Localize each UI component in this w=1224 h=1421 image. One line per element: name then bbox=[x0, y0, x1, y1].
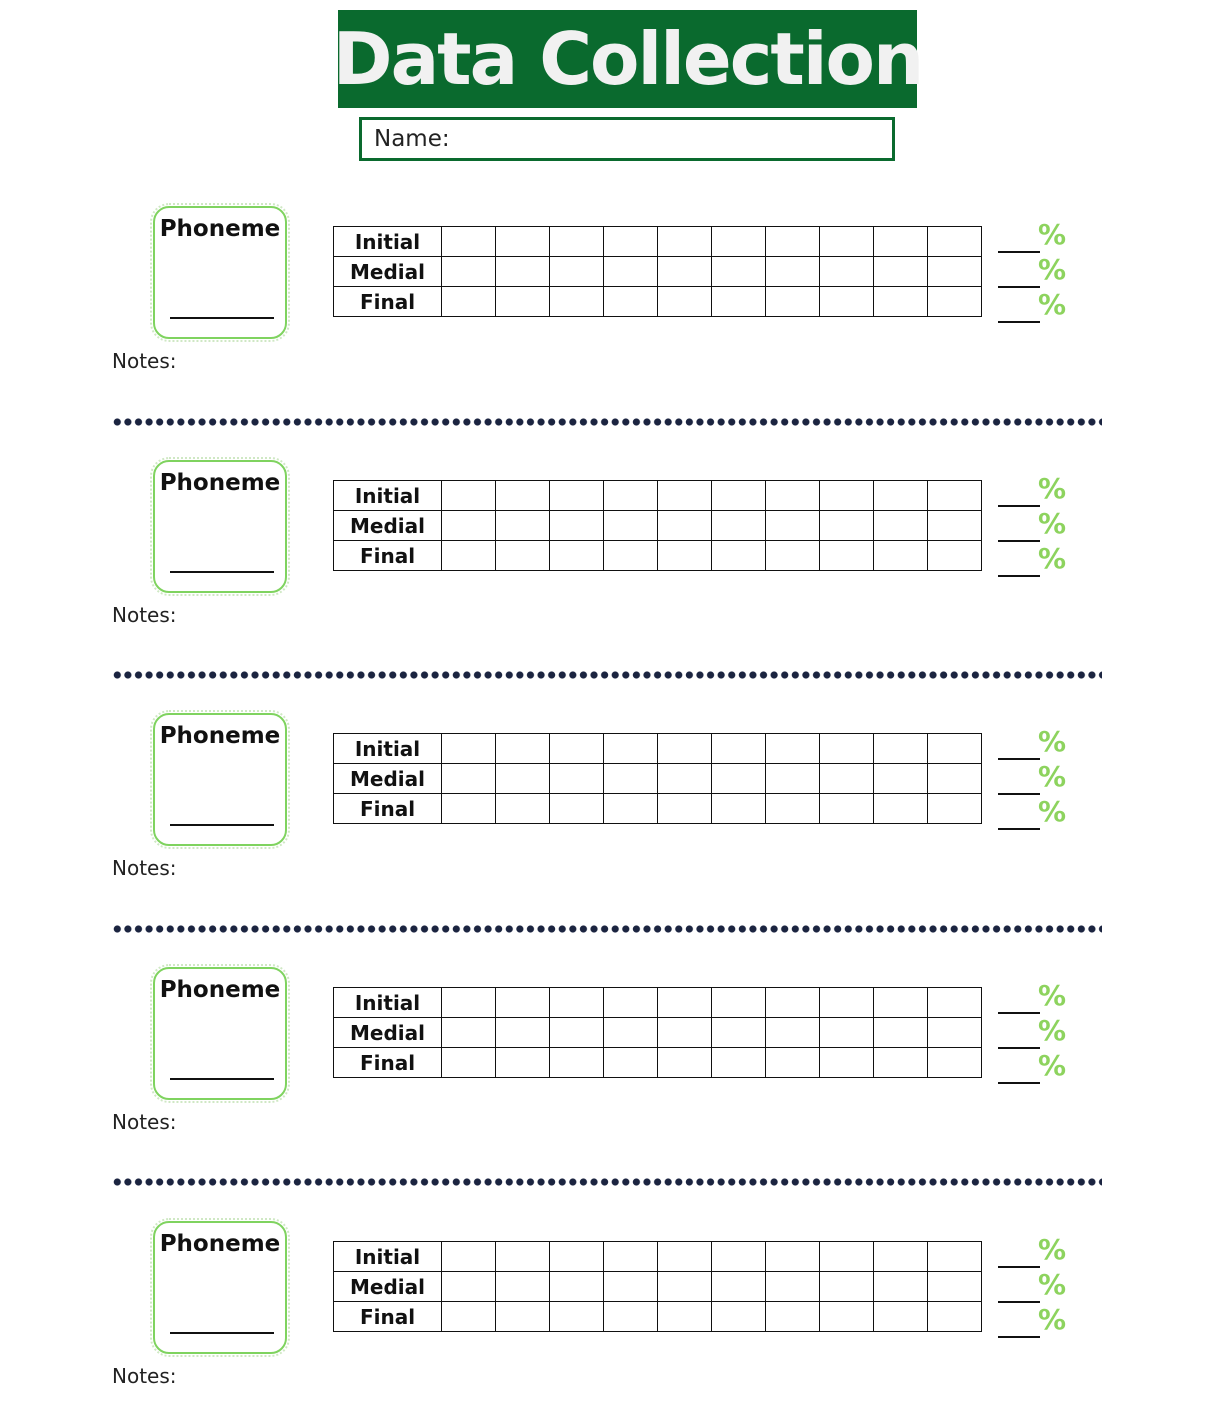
trial-cell[interactable] bbox=[928, 541, 982, 571]
trial-cell[interactable] bbox=[658, 1272, 712, 1302]
trial-cell[interactable] bbox=[766, 1242, 820, 1272]
position-label: Initial bbox=[334, 481, 442, 511]
percent-entry[interactable] bbox=[998, 1305, 1068, 1340]
trial-cell[interactable] bbox=[550, 257, 604, 287]
phoneme-section bbox=[0, 967, 1224, 1167]
trial-cell[interactable] bbox=[496, 1302, 550, 1332]
trial-cell[interactable] bbox=[712, 257, 766, 287]
trial-cell[interactable] bbox=[766, 1272, 820, 1302]
trial-cell[interactable] bbox=[874, 287, 928, 317]
phoneme-label: Phoneme bbox=[159, 216, 281, 242]
trial-cell[interactable] bbox=[658, 764, 712, 794]
trial-cell[interactable] bbox=[496, 287, 550, 317]
percent-blank[interactable] bbox=[998, 793, 1040, 795]
trial-cell[interactable] bbox=[550, 481, 604, 511]
position-label: Final bbox=[334, 287, 442, 317]
trial-cell[interactable] bbox=[550, 541, 604, 571]
trial-cell[interactable] bbox=[658, 734, 712, 764]
trial-cell[interactable] bbox=[928, 764, 982, 794]
trial-cell[interactable] bbox=[658, 1048, 712, 1078]
trial-cell[interactable] bbox=[874, 1272, 928, 1302]
phoneme-write-line[interactable] bbox=[170, 824, 274, 826]
trial-cell[interactable] bbox=[496, 1048, 550, 1078]
trial-cell[interactable] bbox=[442, 541, 496, 571]
trial-cell[interactable] bbox=[766, 764, 820, 794]
grid-row-final bbox=[334, 794, 982, 824]
percent-blank[interactable] bbox=[998, 505, 1040, 507]
trial-cell[interactable] bbox=[874, 1018, 928, 1048]
trial-cell[interactable] bbox=[928, 257, 982, 287]
grid-row-medial bbox=[334, 257, 982, 287]
trial-cell[interactable] bbox=[928, 734, 982, 764]
trial-cell[interactable] bbox=[712, 511, 766, 541]
trial-cell[interactable] bbox=[550, 1018, 604, 1048]
name-field[interactable] bbox=[359, 117, 895, 161]
trial-cell[interactable] bbox=[442, 481, 496, 511]
trial-cell[interactable] bbox=[820, 227, 874, 257]
phoneme-label: Phoneme bbox=[159, 470, 281, 496]
trial-cell[interactable] bbox=[820, 257, 874, 287]
grid-row-initial bbox=[334, 988, 982, 1018]
percent-sign: % bbox=[1038, 795, 1067, 828]
trial-cell[interactable] bbox=[874, 481, 928, 511]
percent-sign: % bbox=[1038, 253, 1067, 286]
trial-cell[interactable] bbox=[712, 287, 766, 317]
position-label: Medial bbox=[334, 1272, 442, 1302]
dotted-divider bbox=[112, 924, 1102, 934]
trial-cell[interactable] bbox=[604, 1242, 658, 1272]
position-label: Final bbox=[334, 1048, 442, 1078]
trial-cell[interactable] bbox=[442, 1272, 496, 1302]
percent-entry[interactable] bbox=[998, 290, 1068, 325]
trial-cell[interactable] bbox=[820, 734, 874, 764]
trial-cell[interactable] bbox=[604, 541, 658, 571]
percent-sign: % bbox=[1038, 1303, 1067, 1336]
phoneme-section bbox=[0, 460, 1224, 660]
grid-row-medial bbox=[334, 764, 982, 794]
grid-row-initial bbox=[334, 1242, 982, 1272]
position-label: Medial bbox=[334, 257, 442, 287]
percent-sign: % bbox=[1038, 1268, 1067, 1301]
notes-label: Notes: bbox=[112, 1110, 177, 1134]
trial-cell[interactable] bbox=[550, 1242, 604, 1272]
trial-cell[interactable] bbox=[766, 287, 820, 317]
phoneme-section bbox=[0, 713, 1224, 913]
phoneme-write-line[interactable] bbox=[170, 317, 274, 319]
phoneme-label: Phoneme bbox=[159, 1231, 281, 1257]
trial-cell[interactable] bbox=[496, 481, 550, 511]
trial-cell[interactable] bbox=[820, 794, 874, 824]
position-label: Final bbox=[334, 794, 442, 824]
percent-sign: % bbox=[1038, 507, 1067, 540]
phoneme-label: Phoneme bbox=[159, 723, 281, 749]
trial-cell[interactable] bbox=[820, 1302, 874, 1332]
trial-cell[interactable] bbox=[874, 257, 928, 287]
trial-grid bbox=[333, 480, 982, 571]
trial-cell[interactable] bbox=[712, 988, 766, 1018]
percent-entry[interactable] bbox=[998, 797, 1068, 832]
percent-blank[interactable] bbox=[998, 758, 1040, 760]
percent-sign: % bbox=[1038, 760, 1067, 793]
trial-cell[interactable] bbox=[550, 227, 604, 257]
trial-grid bbox=[333, 733, 982, 824]
trial-cell[interactable] bbox=[712, 734, 766, 764]
trial-cell[interactable] bbox=[496, 227, 550, 257]
percent-blank[interactable] bbox=[998, 286, 1040, 288]
grid-row-medial bbox=[334, 1272, 982, 1302]
trial-cell[interactable] bbox=[604, 764, 658, 794]
grid-row-initial bbox=[334, 734, 982, 764]
trial-cell[interactable] bbox=[928, 1272, 982, 1302]
trial-cell[interactable] bbox=[874, 988, 928, 1018]
dotted-divider bbox=[112, 670, 1102, 680]
percent-blank[interactable] bbox=[998, 575, 1040, 577]
trial-cell[interactable] bbox=[820, 1018, 874, 1048]
trial-cell[interactable] bbox=[766, 257, 820, 287]
percent-entry[interactable] bbox=[998, 981, 1068, 1016]
percent-entry[interactable] bbox=[998, 1051, 1068, 1086]
trial-cell[interactable] bbox=[550, 988, 604, 1018]
grid-row-medial bbox=[334, 511, 982, 541]
trial-cell[interactable] bbox=[820, 287, 874, 317]
trial-cell[interactable] bbox=[442, 988, 496, 1018]
percent-blank[interactable] bbox=[998, 1266, 1040, 1268]
percent-column bbox=[998, 981, 1068, 1086]
notes-label: Notes: bbox=[112, 1364, 177, 1388]
trial-cell[interactable] bbox=[442, 1302, 496, 1332]
trial-cell[interactable] bbox=[766, 227, 820, 257]
percent-blank[interactable] bbox=[998, 540, 1040, 542]
trial-cell[interactable] bbox=[604, 287, 658, 317]
phoneme-box[interactable] bbox=[153, 967, 287, 1100]
trial-cell[interactable] bbox=[658, 988, 712, 1018]
trial-cell[interactable] bbox=[442, 511, 496, 541]
trial-cell[interactable] bbox=[604, 511, 658, 541]
trial-cell[interactable] bbox=[766, 794, 820, 824]
trial-cell[interactable] bbox=[658, 511, 712, 541]
trial-cell[interactable] bbox=[496, 734, 550, 764]
phoneme-label: Phoneme bbox=[159, 977, 281, 1003]
title-banner bbox=[332, 10, 923, 108]
trial-cell[interactable] bbox=[766, 511, 820, 541]
trial-cell[interactable] bbox=[442, 1242, 496, 1272]
trial-cell[interactable] bbox=[550, 287, 604, 317]
trial-cell[interactable] bbox=[658, 481, 712, 511]
trial-cell[interactable] bbox=[496, 541, 550, 571]
trial-cell[interactable] bbox=[766, 1048, 820, 1078]
trial-cell[interactable] bbox=[550, 1272, 604, 1302]
grid-row-initial bbox=[334, 227, 982, 257]
position-label: Initial bbox=[334, 734, 442, 764]
trial-cell[interactable] bbox=[928, 287, 982, 317]
position-label: Final bbox=[334, 541, 442, 571]
trial-cell[interactable] bbox=[928, 481, 982, 511]
percent-sign: % bbox=[1038, 1014, 1067, 1047]
trial-cell[interactable] bbox=[766, 1018, 820, 1048]
trial-cell[interactable] bbox=[442, 1048, 496, 1078]
percent-sign: % bbox=[1038, 1233, 1067, 1266]
position-label: Final bbox=[334, 1302, 442, 1332]
trial-cell[interactable] bbox=[712, 1242, 766, 1272]
dotted-divider bbox=[112, 1177, 1102, 1187]
position-label: Initial bbox=[334, 1242, 442, 1272]
percent-column bbox=[998, 727, 1068, 832]
trial-cell[interactable] bbox=[658, 257, 712, 287]
position-label: Medial bbox=[334, 511, 442, 541]
trial-cell[interactable] bbox=[658, 794, 712, 824]
phoneme-section bbox=[0, 1221, 1224, 1421]
trial-cell[interactable] bbox=[874, 1048, 928, 1078]
trial-cell[interactable] bbox=[442, 734, 496, 764]
position-label: Initial bbox=[334, 227, 442, 257]
trial-cell[interactable] bbox=[820, 764, 874, 794]
percent-sign: % bbox=[1038, 472, 1067, 505]
trial-cell[interactable] bbox=[604, 1272, 658, 1302]
trial-cell[interactable] bbox=[874, 734, 928, 764]
trial-cell[interactable] bbox=[712, 481, 766, 511]
percent-blank[interactable] bbox=[998, 828, 1040, 830]
trial-cell[interactable] bbox=[766, 1302, 820, 1332]
trial-cell[interactable] bbox=[604, 1302, 658, 1332]
percent-blank[interactable] bbox=[998, 1047, 1040, 1049]
percent-entry[interactable] bbox=[998, 1016, 1068, 1051]
trial-cell[interactable] bbox=[712, 1302, 766, 1332]
trial-cell[interactable] bbox=[442, 227, 496, 257]
trial-cell[interactable] bbox=[604, 1018, 658, 1048]
dotted-divider bbox=[112, 417, 1102, 427]
trial-cell[interactable] bbox=[766, 734, 820, 764]
trial-cell[interactable] bbox=[874, 764, 928, 794]
trial-cell[interactable] bbox=[820, 1242, 874, 1272]
trial-cell[interactable] bbox=[496, 257, 550, 287]
page-title: Data Collection bbox=[332, 17, 923, 101]
position-label: Medial bbox=[334, 764, 442, 794]
trial-grid bbox=[333, 1241, 982, 1332]
trial-cell[interactable] bbox=[766, 988, 820, 1018]
trial-cell[interactable] bbox=[928, 1242, 982, 1272]
phoneme-write-line[interactable] bbox=[170, 571, 274, 573]
percent-blank[interactable] bbox=[998, 321, 1040, 323]
percent-blank[interactable] bbox=[998, 251, 1040, 253]
percent-entry[interactable] bbox=[998, 544, 1068, 579]
trial-cell[interactable] bbox=[604, 257, 658, 287]
trial-cell[interactable] bbox=[820, 541, 874, 571]
phoneme-write-line[interactable] bbox=[170, 1078, 274, 1080]
grid-row-final bbox=[334, 1048, 982, 1078]
trial-cell[interactable] bbox=[442, 1018, 496, 1048]
trial-cell[interactable] bbox=[712, 764, 766, 794]
trial-cell[interactable] bbox=[712, 1048, 766, 1078]
position-label: Initial bbox=[334, 988, 442, 1018]
percent-entry[interactable] bbox=[998, 762, 1068, 797]
percent-blank[interactable] bbox=[998, 1336, 1040, 1338]
trial-cell[interactable] bbox=[658, 1018, 712, 1048]
percent-entry[interactable] bbox=[998, 1270, 1068, 1305]
trial-cell[interactable] bbox=[820, 1048, 874, 1078]
trial-cell[interactable] bbox=[874, 1302, 928, 1332]
trial-cell[interactable] bbox=[550, 511, 604, 541]
percent-blank[interactable] bbox=[998, 1012, 1040, 1014]
trial-cell[interactable] bbox=[442, 287, 496, 317]
trial-cell[interactable] bbox=[874, 511, 928, 541]
trial-cell[interactable] bbox=[496, 511, 550, 541]
trial-cell[interactable] bbox=[874, 794, 928, 824]
trial-cell[interactable] bbox=[874, 1242, 928, 1272]
trial-cell[interactable] bbox=[820, 511, 874, 541]
notes-label: Notes: bbox=[112, 856, 177, 880]
trial-cell[interactable] bbox=[658, 287, 712, 317]
trial-cell[interactable] bbox=[928, 227, 982, 257]
grid-row-final bbox=[334, 287, 982, 317]
trial-cell[interactable] bbox=[658, 227, 712, 257]
percent-sign: % bbox=[1038, 218, 1067, 251]
trial-cell[interactable] bbox=[496, 1272, 550, 1302]
trial-cell[interactable] bbox=[712, 1018, 766, 1048]
grid-row-medial bbox=[334, 1018, 982, 1048]
notes-label: Notes: bbox=[112, 349, 177, 373]
trial-cell[interactable] bbox=[604, 734, 658, 764]
trial-cell[interactable] bbox=[550, 794, 604, 824]
trial-cell[interactable] bbox=[604, 1048, 658, 1078]
percent-column bbox=[998, 474, 1068, 579]
trial-grid bbox=[333, 987, 982, 1078]
name-label: Name: bbox=[374, 126, 450, 152]
percent-entry[interactable] bbox=[998, 220, 1068, 255]
trial-cell[interactable] bbox=[928, 794, 982, 824]
trial-cell[interactable] bbox=[766, 541, 820, 571]
trial-cell[interactable] bbox=[550, 734, 604, 764]
phoneme-write-line[interactable] bbox=[170, 1332, 274, 1334]
trial-cell[interactable] bbox=[928, 1048, 982, 1078]
percent-sign: % bbox=[1038, 725, 1067, 758]
percent-entry[interactable] bbox=[998, 1235, 1068, 1270]
percent-entry[interactable] bbox=[998, 255, 1068, 290]
percent-sign: % bbox=[1038, 979, 1067, 1012]
trial-cell[interactable] bbox=[442, 257, 496, 287]
trial-cell[interactable] bbox=[928, 988, 982, 1018]
trial-cell[interactable] bbox=[928, 1018, 982, 1048]
percent-sign: % bbox=[1038, 288, 1067, 321]
percent-column bbox=[998, 1235, 1068, 1340]
trial-cell[interactable] bbox=[928, 1302, 982, 1332]
trial-grid bbox=[333, 226, 982, 317]
trial-cell[interactable] bbox=[874, 227, 928, 257]
phoneme-box[interactable] bbox=[153, 1221, 287, 1354]
percent-sign: % bbox=[1038, 542, 1067, 575]
trial-cell[interactable] bbox=[604, 794, 658, 824]
trial-cell[interactable] bbox=[874, 541, 928, 571]
trial-cell[interactable] bbox=[442, 794, 496, 824]
trial-cell[interactable] bbox=[550, 764, 604, 794]
phoneme-box[interactable] bbox=[153, 460, 287, 593]
trial-cell[interactable] bbox=[496, 764, 550, 794]
percent-blank[interactable] bbox=[998, 1301, 1040, 1303]
phoneme-box[interactable] bbox=[153, 206, 287, 339]
trial-cell[interactable] bbox=[820, 1272, 874, 1302]
trial-cell[interactable] bbox=[496, 1018, 550, 1048]
trial-cell[interactable] bbox=[496, 1242, 550, 1272]
trial-cell[interactable] bbox=[442, 764, 496, 794]
trial-cell[interactable] bbox=[658, 1242, 712, 1272]
trial-cell[interactable] bbox=[712, 1272, 766, 1302]
percent-column bbox=[998, 220, 1068, 325]
trial-cell[interactable] bbox=[820, 481, 874, 511]
trial-cell[interactable] bbox=[604, 988, 658, 1018]
trial-cell[interactable] bbox=[712, 794, 766, 824]
phoneme-section bbox=[0, 206, 1224, 406]
percent-entry[interactable] bbox=[998, 727, 1068, 762]
trial-cell[interactable] bbox=[550, 1048, 604, 1078]
trial-cell[interactable] bbox=[604, 227, 658, 257]
trial-cell[interactable] bbox=[550, 1302, 604, 1332]
percent-entry[interactable] bbox=[998, 509, 1068, 544]
percent-entry[interactable] bbox=[998, 474, 1068, 509]
trial-cell[interactable] bbox=[820, 988, 874, 1018]
trial-cell[interactable] bbox=[712, 227, 766, 257]
trial-cell[interactable] bbox=[658, 1302, 712, 1332]
trial-cell[interactable] bbox=[928, 511, 982, 541]
position-label: Medial bbox=[334, 1018, 442, 1048]
trial-cell[interactable] bbox=[766, 481, 820, 511]
grid-row-initial bbox=[334, 481, 982, 511]
trial-cell[interactable] bbox=[658, 541, 712, 571]
notes-label: Notes: bbox=[112, 603, 177, 627]
trial-cell[interactable] bbox=[496, 794, 550, 824]
trial-cell[interactable] bbox=[496, 988, 550, 1018]
trial-cell[interactable] bbox=[712, 541, 766, 571]
percent-blank[interactable] bbox=[998, 1082, 1040, 1084]
grid-row-final bbox=[334, 541, 982, 571]
trial-cell[interactable] bbox=[604, 481, 658, 511]
percent-sign: % bbox=[1038, 1049, 1067, 1082]
grid-row-final bbox=[334, 1302, 982, 1332]
phoneme-box[interactable] bbox=[153, 713, 287, 846]
